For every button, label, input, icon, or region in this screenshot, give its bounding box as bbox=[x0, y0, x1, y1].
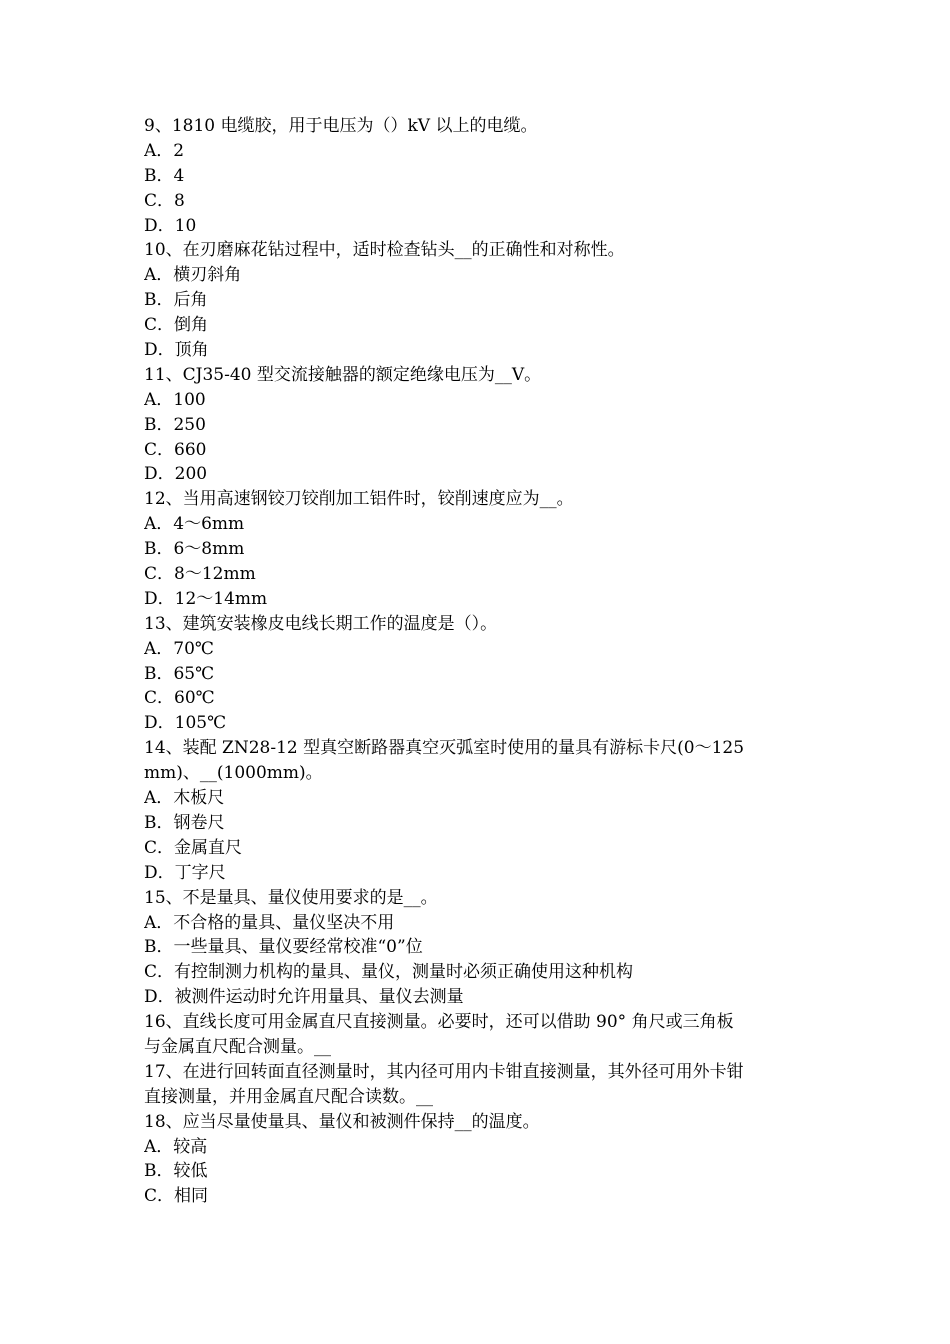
question-stem: 12、当用高速钢铰刀铰削加工铝件时，铰削速度应为__。 bbox=[144, 489, 574, 510]
option-c: C．8 bbox=[144, 190, 185, 211]
option-c: C．有控制测力机构的量具、量仪，测量时必须正确使用这种机构 bbox=[144, 962, 634, 983]
question-stem-line-1: 14、装配 ZN28-12 型真空断路器真空灭弧室时使用的量具有游标卡尺(0～125 bbox=[144, 738, 745, 759]
question-10 bbox=[144, 238, 808, 362]
option-b: B．钢卷尺 bbox=[144, 812, 225, 833]
option-c: C．相同 bbox=[144, 1186, 209, 1207]
question-11 bbox=[144, 363, 808, 487]
option-d: D．105℃ bbox=[144, 713, 227, 734]
option-d: D．丁字尺 bbox=[144, 862, 226, 883]
option-b: B．4 bbox=[144, 165, 185, 186]
option-a: A．70℃ bbox=[144, 638, 214, 659]
question-9 bbox=[144, 114, 808, 238]
question-16 bbox=[144, 1010, 808, 1060]
question-stem: 10、在刃磨麻花钻过程中，适时检查钻头__的正确性和对称性。 bbox=[144, 240, 625, 261]
question-stem-line-1: 16、直线长度可用金属直尺直接测量。必要时，还可以借助 90° 角尺或三角板 bbox=[144, 1012, 734, 1033]
question-13 bbox=[144, 612, 808, 736]
option-c: C．8～12mm bbox=[144, 564, 256, 585]
question-17 bbox=[144, 1060, 808, 1110]
option-c: C．60℃ bbox=[144, 688, 215, 709]
option-b: B．6～8mm bbox=[144, 539, 245, 560]
question-15 bbox=[144, 886, 808, 1010]
option-d: D．顶角 bbox=[144, 340, 209, 361]
option-d: D．被测件运动时允许用量具、量仪去测量 bbox=[144, 987, 464, 1008]
option-c: C．金属直尺 bbox=[144, 837, 243, 858]
option-a: A．较高 bbox=[144, 1136, 208, 1157]
option-d: D．10 bbox=[144, 215, 197, 236]
option-b: B．较低 bbox=[144, 1161, 208, 1182]
option-c: C．倒角 bbox=[144, 315, 209, 336]
question-list bbox=[144, 114, 808, 1209]
question-stem-line-2: 直接测量，并用金属直尺配合读数。__ bbox=[144, 1086, 433, 1107]
question-stem: 13、建筑安装橡皮电线长期工作的温度是（）。 bbox=[144, 613, 498, 634]
option-a: A．木板尺 bbox=[144, 788, 225, 809]
question-14 bbox=[144, 736, 808, 885]
option-d: D．12～14mm bbox=[144, 588, 268, 609]
option-a: A．100 bbox=[144, 389, 206, 410]
question-stem-line-1: 17、在进行回转面直径测量时，其内径可用内卡钳直接测量，其外径可用外卡钳 bbox=[144, 1061, 744, 1082]
question-stem-line-2: mm)、__(1000mm)。 bbox=[144, 763, 323, 784]
option-a: A．2 bbox=[144, 140, 185, 161]
question-stem: 18、应当尽量使量具、量仪和被测件保持__的温度。 bbox=[144, 1111, 540, 1132]
option-b: B．65℃ bbox=[144, 663, 215, 684]
option-a: A．横刃斜角 bbox=[144, 265, 242, 286]
option-b: B．250 bbox=[144, 414, 206, 435]
option-d: D．200 bbox=[144, 464, 208, 485]
option-a: A．不合格的量具、量仪坚决不用 bbox=[144, 912, 395, 933]
option-c: C．660 bbox=[144, 439, 207, 460]
question-stem: 9、1810 电缆胶，用于电压为（）kV 以上的电缆。 bbox=[144, 116, 538, 136]
question-stem: 11、CJ35-40 型交流接触器的额定绝缘电压为__V。 bbox=[144, 364, 542, 385]
question-12 bbox=[144, 487, 808, 611]
option-b: B．后角 bbox=[144, 290, 208, 311]
question-18 bbox=[144, 1110, 808, 1210]
option-a: A．4～6mm bbox=[144, 514, 245, 535]
option-b: B．一些量具、量仪要经常校准“0”位 bbox=[144, 937, 423, 958]
question-stem-line-2: 与金属直尺配合测量。__ bbox=[144, 1036, 331, 1057]
question-stem: 15、不是量具、量仪使用要求的是__。 bbox=[144, 887, 438, 908]
